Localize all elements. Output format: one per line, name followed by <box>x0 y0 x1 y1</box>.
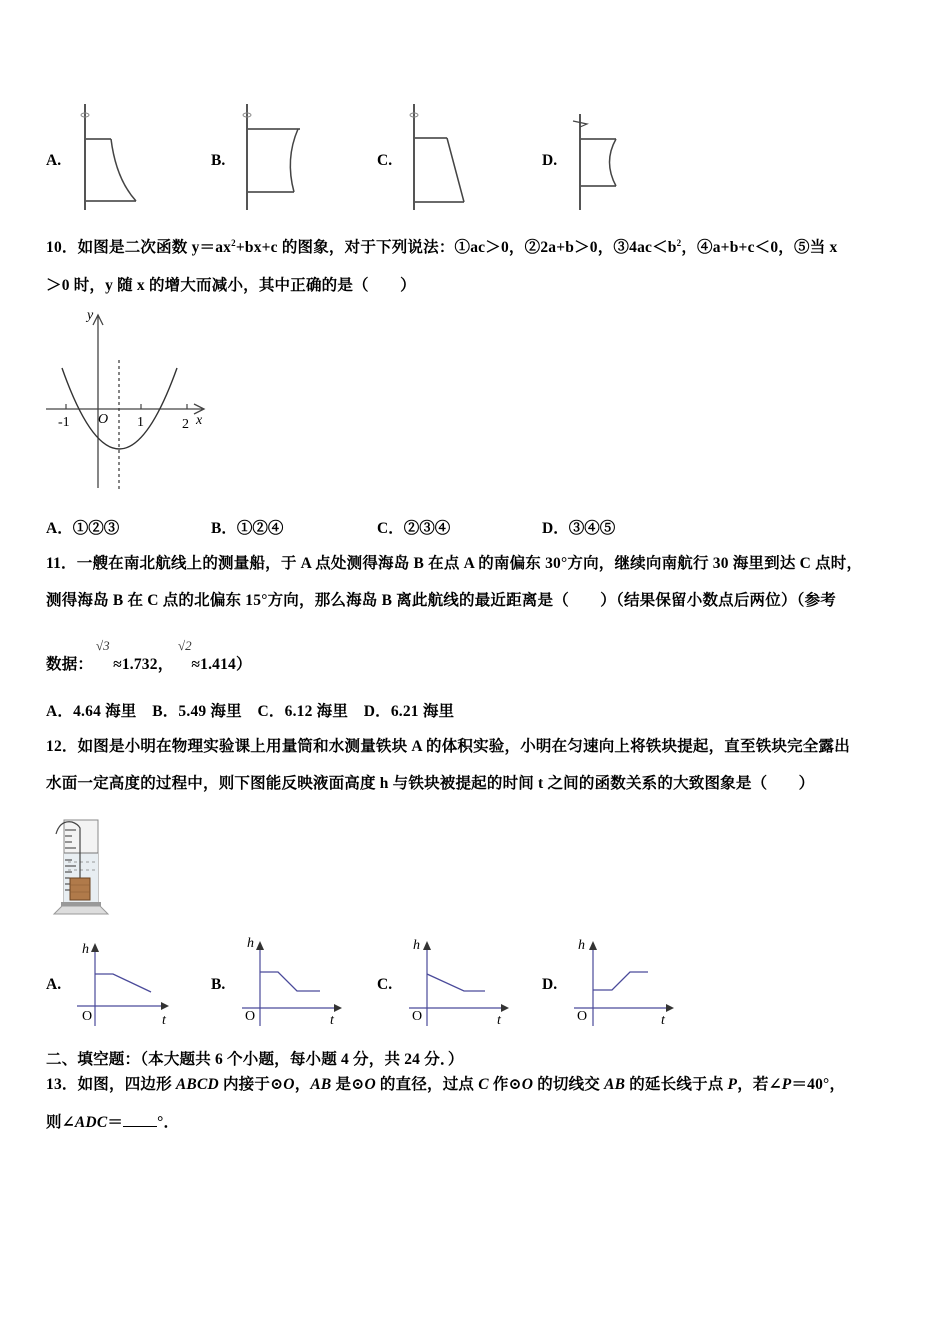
q9-option-b-figure <box>240 104 310 212</box>
q13-math: O <box>364 1076 376 1093</box>
option-label: B． <box>211 520 237 537</box>
q10-option-a[interactable] <box>46 516 119 538</box>
q13-text: 的直径，过点 <box>375 1076 479 1093</box>
graph-origin-label: O <box>98 412 109 427</box>
option-value: ①②④ <box>236 520 284 537</box>
q10-option-d[interactable] <box>542 516 615 538</box>
q13-math: O <box>283 1076 295 1093</box>
graph-x-label: x <box>196 413 203 428</box>
q12-option-c-label[interactable]: C. <box>377 976 393 993</box>
graph-y-label: y <box>87 308 94 323</box>
q13-text: ， <box>294 1076 311 1093</box>
q11-stem-line1: 11．一艘在南北航线上的测量船，于 A 点处测得海岛 B 在点 A 的南偏东 30°方向，继续向南航行 30 海里到达 C 点时， <box>46 555 863 572</box>
h-axis-label: h <box>247 936 254 951</box>
q10-option-c[interactable] <box>377 516 450 538</box>
section-2-heading: 二、填空题：（本大题共 6 个小题，每小题 4 分，共 24 分．） <box>46 1051 464 1068</box>
q9-option-d-figure <box>570 114 640 212</box>
q11-data-prefix: 数据： <box>46 656 94 673</box>
q12-option-a-label[interactable]: A. <box>46 976 62 993</box>
q10-stem-line1 <box>46 235 837 257</box>
q13-math: AB <box>604 1076 626 1093</box>
h-axis-label: h <box>578 938 585 953</box>
graph-tick-2: 2 <box>182 417 189 432</box>
q10-superscript: 2 <box>231 238 236 248</box>
q10-text: +bx+c 的图象，对于下列说法：①ac＞0，②2a+b＞0，③4ac＜b <box>235 239 677 256</box>
graduated-cylinder-figure <box>46 810 116 920</box>
option-label: D． <box>542 520 569 537</box>
q10-text: 10．如图是二次函数 y＝ax <box>46 239 232 256</box>
q11-options[interactable]: A．4.64 海里 B．5.49 海里 C．6.12 海里 D．6.21 海里 <box>46 703 455 720</box>
h-axis-label: h <box>82 942 89 957</box>
option-label: A． <box>46 520 73 537</box>
q13-stem-line1 <box>46 1072 845 1094</box>
q13-text: 作⊙ <box>488 1076 522 1093</box>
origin-label: O <box>577 1009 588 1024</box>
q13-math: P <box>781 1076 792 1093</box>
q13-text: 是⊙ <box>331 1076 365 1093</box>
q13-text: 13．如图，四边形 <box>46 1076 176 1093</box>
q10-text: ，④a+b+c＜0，⑤当 x <box>681 239 838 256</box>
q13-math: O <box>521 1076 534 1093</box>
q13-text: 的延长线于点 <box>625 1076 728 1093</box>
sqrt3-value: ≈1.732， <box>113 656 174 673</box>
q13-math: AB <box>310 1076 332 1093</box>
parabola-svg <box>44 310 214 495</box>
origin-label: O <box>82 1009 93 1024</box>
origin-label: O <box>412 1009 423 1024</box>
q13-text: ，若∠ <box>737 1076 782 1093</box>
sqrt2-symbol: √2 <box>178 638 192 653</box>
sqrt2-value: ≈1.414） <box>191 656 252 673</box>
h-axis-label: h <box>413 938 420 953</box>
q10-stem-line2: ＞0 时，y 随 x 的增大而减小，其中正确的是（ ） <box>46 277 416 294</box>
option-value: ①②③ <box>72 520 120 537</box>
q13-math: C <box>478 1076 489 1093</box>
q9-option-b-label[interactable]: B. <box>211 152 226 169</box>
q13-text: ＝40°， <box>791 1076 846 1093</box>
q12-option-d-label[interactable]: D. <box>542 976 558 993</box>
graph-tick-neg1: -1 <box>58 415 70 430</box>
origin-label: O <box>245 1009 256 1024</box>
t-axis-label: t <box>497 1013 501 1028</box>
q10-superscript: 2 <box>676 238 682 248</box>
sqrt3-symbol: √3 <box>96 638 110 653</box>
q12-option-b-label[interactable]: B. <box>211 976 226 993</box>
q13-text: 则∠ <box>46 1114 75 1131</box>
q13-text: 的切线交 <box>533 1076 605 1093</box>
q12-stem-line2: 水面一定高度的过程中，则下图能反映液面高度 h 与铁块被提起的时间 t 之间的函数关系的大致图象是（ ） <box>46 775 815 792</box>
t-axis-label: t <box>661 1013 665 1028</box>
option-value: ③④⑤ <box>568 520 616 537</box>
option-value: ②③④ <box>403 520 451 537</box>
q13-text: °． <box>157 1114 180 1131</box>
q11-stem-line2: 测得海岛 B 在 C 点的北偏东 15°方向，那么海岛 B 离此航线的最近距离是（ ）（结果保留小数点后两位）（参考 <box>46 592 836 609</box>
q13-math: ADC <box>74 1114 108 1131</box>
q9-option-c-label[interactable]: C. <box>377 152 393 169</box>
answer-blank[interactable] <box>123 1112 157 1127</box>
q13-stem-line2 <box>46 1110 179 1132</box>
t-axis-label: t <box>330 1013 334 1028</box>
q13-text: ＝ <box>107 1114 124 1131</box>
q13-math: P <box>727 1076 738 1093</box>
q13-math: ABCD <box>175 1076 219 1093</box>
q12-stem-line1: 12．如图是小明在物理实验课上用量筒和水测量铁块 A 的体积实验，小明在匀速向上将铁块提起，直至铁块完全露出 <box>46 738 850 755</box>
q9-option-a-label[interactable]: A. <box>46 152 62 169</box>
q13-text: 内接于⊙ <box>218 1076 284 1093</box>
q12-option-d-graph <box>572 938 682 1028</box>
q9-option-a-figure <box>76 104 146 212</box>
q9-option-d-label[interactable]: D. <box>542 152 558 169</box>
option-label: C． <box>377 520 404 537</box>
t-axis-label: t <box>162 1013 166 1028</box>
q10-option-b[interactable] <box>211 516 283 538</box>
q9-option-c-figure <box>407 104 477 212</box>
graph-tick-1: 1 <box>137 415 144 430</box>
q11-stem-line3 <box>46 652 252 674</box>
